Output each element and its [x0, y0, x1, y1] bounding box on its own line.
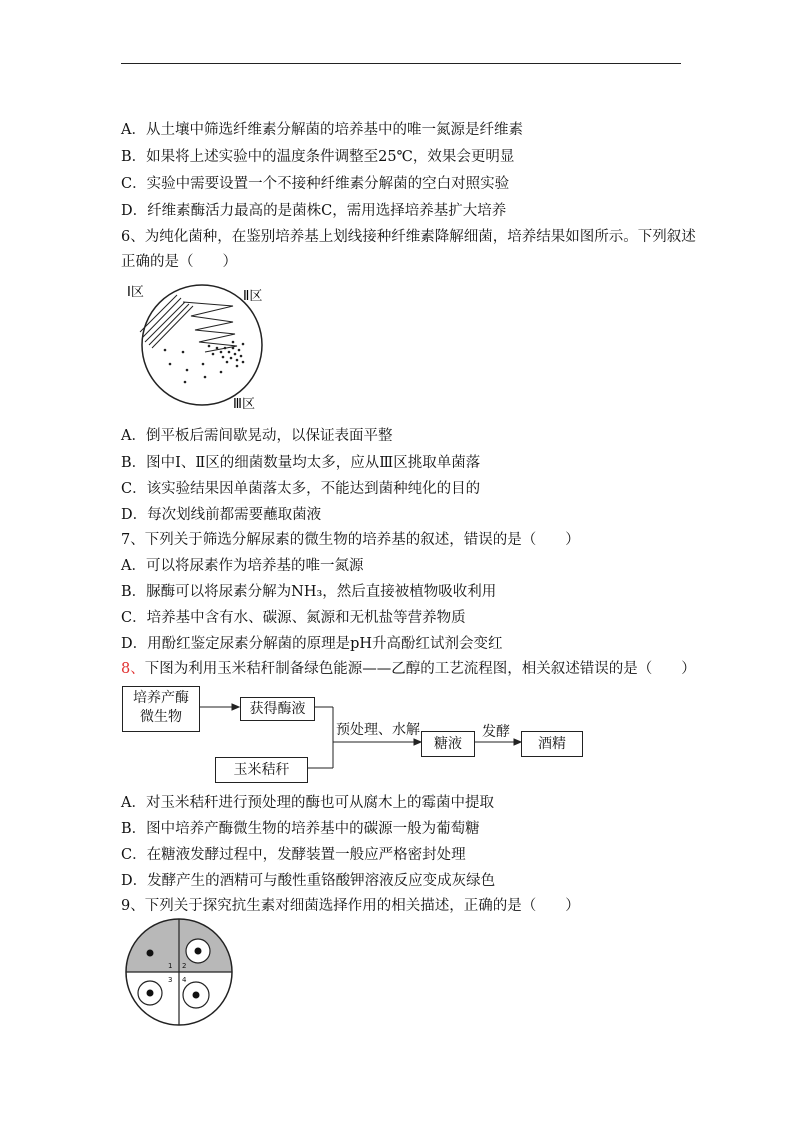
flow-box-enzyme: 获得酶液 — [240, 697, 315, 721]
q8-stem: 下图为利用玉米秸秆制备绿色能源——乙醇的工艺流程图，相关叙述错误的是（ ） — [144, 661, 696, 677]
q7-option-c: C．培养基中含有水、碳源、氮源和无机盐等营养物质 — [121, 610, 466, 626]
q5-option-a: A．从土壤中筛选纤维素分解菌的培养基中的唯一氮源是纤维素 — [121, 122, 523, 138]
q5-option-d: D．纤维素酶活力最高的是菌株C，需用选择培养基扩大培养 — [121, 203, 507, 219]
flow-box-microbe-line1: 培养产酶 — [133, 690, 189, 706]
zone2-label: Ⅱ区 — [243, 289, 263, 304]
flow-box-sugar: 糖液 — [421, 731, 475, 757]
q7-option-b: B．脲酶可以将尿素分解为NH₃，然后直接被植物吸收利用 — [121, 584, 497, 600]
q5-option-c: C．实验中需要设置一个不接种纤维素分解菌的空白对照实验 — [121, 176, 510, 192]
zone3-label: Ⅲ区 — [233, 397, 255, 412]
antibiotic-plate-figure — [120, 918, 238, 1026]
q6-option-d: D．每次划线前都需要蘸取菌液 — [121, 507, 322, 523]
q8-option-d: D．发酵产生的酒精可与酸性重铬酸钾溶液反应变成灰绿色 — [121, 873, 496, 889]
q8-number: 8、 — [121, 661, 145, 677]
q5-option-b: B．如果将上述实验中的温度条件调整至25℃，效果会更明显 — [121, 149, 515, 165]
q8-option-a: A．对玉米秸秆进行预处理的酶也可从腐木上的霉菌中提取 — [121, 795, 494, 811]
q7-option-a: A．可以将尿素作为培养基的唯一氮源 — [121, 558, 364, 574]
quadrant-label-3: 3 — [168, 976, 173, 984]
flow-box-microbe — [122, 686, 200, 732]
q6-option-b: B．图中Ⅰ、Ⅱ区的细菌数量均太多，应从Ⅲ区挑取单菌落 — [121, 455, 481, 471]
flow-box-alcohol: 酒精 — [521, 731, 583, 757]
q6-stem-line1: 6、为纯化菌种，在鉴别培养基上划线接种纤维素降解细菌，培养结果如图所示。下列叙述 — [121, 229, 696, 245]
q6-option-a: A．倒平板后需间歇晃动，以保证表面平整 — [121, 428, 393, 444]
zone1-label: Ⅰ区 — [127, 285, 144, 300]
flow-box-microbe-line2: 微生物 — [140, 709, 182, 725]
q7-stem: 7、下列关于筛选分解尿素的微生物的培养基的叙述，错误的是（ ） — [121, 532, 580, 548]
flow-label-pretreat: 预处理、水解 — [336, 722, 420, 738]
q9-stem: 9、下列关于探究抗生素对细菌选择作用的相关描述，正确的是（ ） — [121, 898, 580, 914]
flow-box-straw: 玉米秸秆 — [215, 757, 308, 783]
quadrant-label-4: 4 — [182, 976, 187, 984]
q6-stem-line2: 正确的是（ ） — [121, 254, 237, 270]
q6-option-c: C．该实验结果因单菌落太多，不能达到菌种纯化的目的 — [121, 481, 481, 497]
q8-option-b: B．图中培养产酶微生物的培养基中的碳源一般为葡萄糖 — [121, 821, 480, 837]
quadrant-label-1: 1 — [168, 962, 173, 970]
q8-option-c: C．在糖液发酵过程中，发酵装置一般应严格密封处理 — [121, 847, 466, 863]
quadrant-label-2: 2 — [182, 962, 187, 970]
flow-label-ferment: 发酵 — [482, 724, 510, 740]
q7-option-d: D．用酚红鉴定尿素分解菌的原理是pH升高酚红试剂会变红 — [121, 636, 503, 652]
